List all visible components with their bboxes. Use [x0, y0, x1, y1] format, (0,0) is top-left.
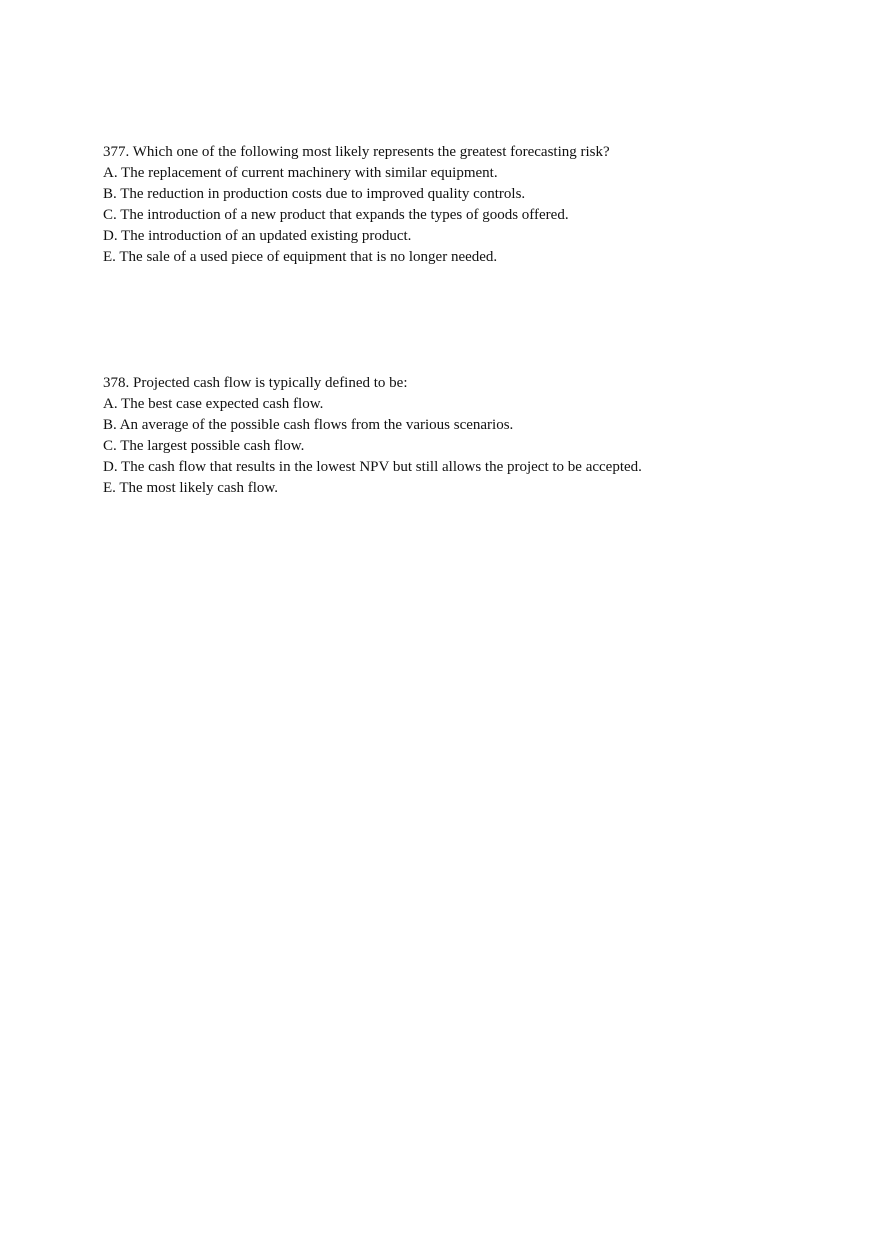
question-378 — [103, 373, 823, 499]
answer-option-d: D. The introduction of an updated existing product. — [103, 228, 412, 244]
answer-option-b: B. An average of the possible cash flows from the various scenarios. — [103, 417, 514, 433]
answer-option-b: B. The reduction in production costs due to improved quality controls. — [103, 186, 526, 202]
answer-option-a: A. The replacement of current machinery with similar equipment. — [103, 165, 498, 181]
answer-option-e: E. The sale of a used piece of equipment that is no longer needed. — [103, 249, 498, 265]
answer-option-c: C. The introduction of a new product that expands the types of goods offered. — [103, 207, 569, 223]
question-stem: 377. Which one of the following most likely represents the greatest forecasting risk? — [103, 144, 610, 160]
answer-option-c: C. The largest possible cash flow. — [103, 438, 305, 454]
question-377 — [103, 142, 823, 268]
answer-option-e: E. The most likely cash flow. — [103, 480, 278, 496]
question-stem: 378. Projected cash flow is typically defined to be: — [103, 375, 408, 391]
answer-option-d: D. The cash flow that results in the lowest NPV but still allows the project to be accepted. — [103, 459, 642, 475]
answer-option-a: A. The best case expected cash flow. — [103, 396, 324, 412]
